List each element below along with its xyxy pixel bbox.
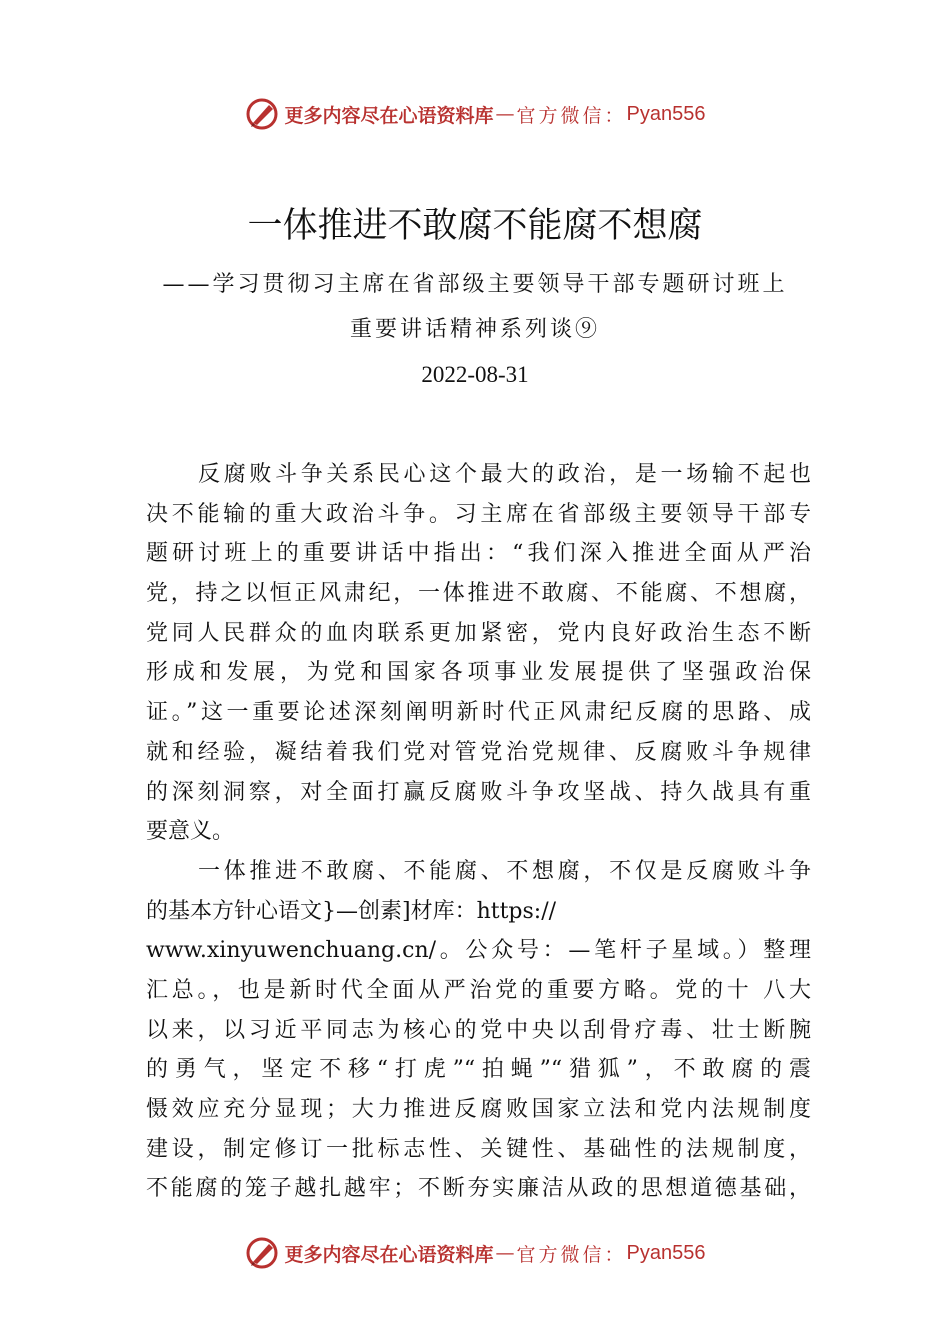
pen-logo-icon xyxy=(245,1236,279,1270)
body-line: 要意义。 xyxy=(146,819,235,845)
body-line: 反腐败斗争关系民心这个最大的政治，是一场输不起也 xyxy=(198,462,811,487)
banner-wechat-id: Pyan556 xyxy=(626,102,706,125)
body-line: 建设，制定修订一批标志性、关键性、基础性的法规制度， xyxy=(146,1136,811,1162)
body-line: 形成和发展，为党和国家各项事业发展提供了坚强政治保 xyxy=(146,660,811,686)
banner-wechat-label: 官方微信： xyxy=(516,1243,627,1266)
header-watermark-banner xyxy=(0,94,950,134)
article-date: 2022-08-31 xyxy=(421,362,529,387)
body-line: 以来，以习近平同志为核心的党中央以刮骨疗毒、壮士断腕 xyxy=(146,1017,811,1043)
article-title: 一体推进不敢腐不能腐不想腐 xyxy=(247,206,703,246)
body-line: 就和经验，凝结着我们党对管党治党规律、反腐败斗争规律 xyxy=(146,739,811,765)
body-line: 汇总。，也是新时代全面从严治党的重要方略。党的十 八大 xyxy=(146,977,811,1003)
banner-wechat-id: Pyan556 xyxy=(626,1241,706,1264)
body-line: 的勇气，坚定不移“打虎”“拍蝇”“猎狐”，不敢腐的震 xyxy=(146,1057,811,1083)
body-line: 决不能输的重大政治斗争。习主席在省部级主要领导干部专 xyxy=(146,501,811,527)
body-line: 一体推进不敢腐、不能腐、不想腐，不仅是反腐败斗争 xyxy=(198,858,811,884)
article-body xyxy=(146,455,811,1209)
pen-logo-icon xyxy=(245,97,279,131)
body-line: 党同人民群众的血肉联系更加紧密，党内良好政治生态不断 xyxy=(146,620,811,646)
body-line: www.xinyuwenchuang.cn/。公众号：—笔杆子星域。）整理 xyxy=(146,938,811,964)
footer-watermark-banner xyxy=(0,1233,950,1273)
article-subtitle-line2: 重要讲话精神系列谈⑨ xyxy=(349,317,600,342)
banner-separator: — xyxy=(495,1242,515,1264)
body-line: 题研讨班上的重要讲话中指出：“我们深入推进全面从严治 xyxy=(146,541,811,567)
banner-main-text: 更多内容尽在心语资料库 xyxy=(284,104,494,127)
body-line: 慑效应充分显现；大力推进反腐败国家立法和党内法规制度 xyxy=(146,1097,811,1122)
body-line: 不能腐的笼子越扎越牢；不断夯实廉洁从政的思想道德基础， xyxy=(146,1176,811,1202)
body-line: 的深刻洞察，对全面打赢反腐败斗争攻坚战、持久战具有重 xyxy=(146,779,811,805)
article-subtitle-line1: ——学习贯彻习主席在省部级主要领导干部专题研讨班上 xyxy=(162,272,788,297)
banner-main-text: 更多内容尽在心语资料库 xyxy=(284,1243,494,1266)
body-line: 的基本方针心语文}—创素]材库：https:// xyxy=(146,898,557,924)
banner-wechat-label: 官方微信： xyxy=(516,104,627,127)
body-line: 证。”这一重要论述深刻阐明新时代正风肃纪反腐的思路、成 xyxy=(146,700,811,726)
body-line: 党，持之以恒正风肃纪，一体推进不敢腐、不能腐、不想腐， xyxy=(146,581,811,607)
banner-separator: — xyxy=(495,103,515,125)
